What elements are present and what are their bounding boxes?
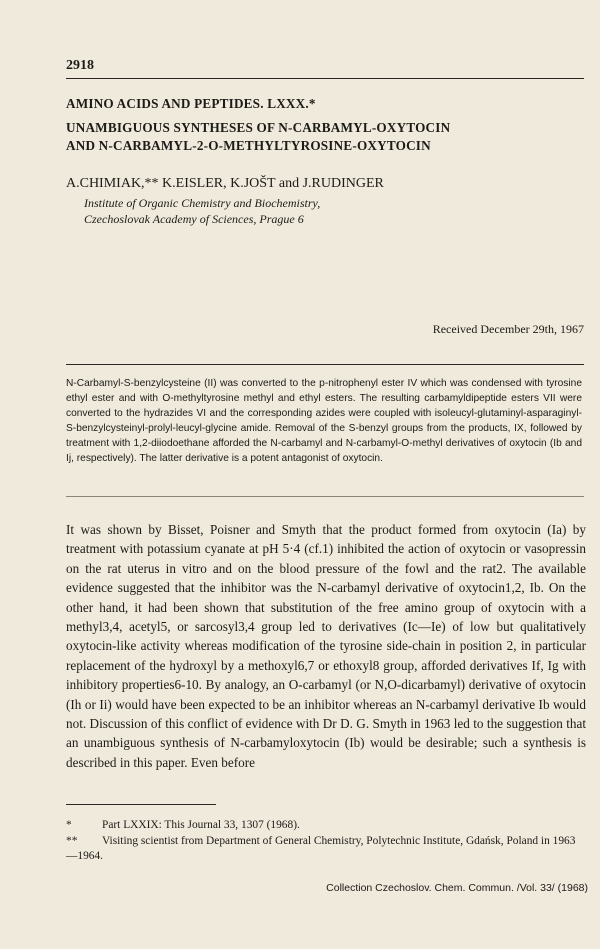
body-paragraph: It was shown by Bisset, Poisner and Smyth that the product formed from oxytocin (Ia) by treatment with potassium cyanate at pH 5·4 (cf.1) inhibited the action of oxytocin or vasopressin on the rat uterus in vitro and on the blood pressure of the fowl and the rat2. The available evidence suggested that the inhibitor was the N-carbamyl derivative of oxytocin1,2, Ib. On the other hand, it had been shown that substitution of the free amino group of oxytocin with a methyl3,4, acetyl5, or sarcosyl3,4 group led to derivatives (Ic—Ie) of low but qualitatively oxytocin-like activity whereas modification of the tyrosine side-chain in position 2, in particular replacement of the hydroxyl by a methoxyl6,7 or ethoxyl8 group, afforded derivatives If, Ig with inhibitory properties6-10. By analogy, an O-carbamyl (or N,O-dicarbamyl) derivative of oxytocin (Ih or Ii) would have been expected to be an inhibitor whereas an N-carbamyl derivative Ib would not. Discussion of this conflict of evidence with Dr D. G. Smyth in 1963 led to the suggestion that an unambiguous synthesis of N-carbamyloxytocin (Ib) would be desirable; such a synthesis is described in this paper. Even before bbox=[66, 522, 586, 770]
page-number: 2918 bbox=[66, 58, 94, 73]
abstract-rule-top bbox=[66, 364, 584, 365]
header-rule bbox=[66, 78, 584, 79]
journal-footer: Collection Czechoslov. Chem. Commun. /Vol. 33/ (1968) bbox=[326, 882, 588, 894]
abstract: N-Carbamyl-S-benzylcysteine (II) was converted to the p-nitrophenyl ester IV which was condensed with tyrosine ethyl ester and with O-methyltyrosine methyl and ethyl esters. The resulting carbamyldipeptide esters VII were converted to the hydrazides VI and the corresponding azides were coupled with isoleucyl-glutaminyl-asparaginyl-S-benzylcysteinyl-prolyl-leucyl-glycine amide. Removal of the S-benzyl groups from the products, IX, followed by treatment with 1,2-diiodoethane afforded the N-carbamyl and N-carbamyl-O-methyl derivatives of oxytocin (Ib and Ij, respectively). The latter derivative is a potent antagonist of oxytocin. bbox=[66, 378, 582, 464]
article-title-line-1: UNAMBIGUOUS SYNTHESES OF N-CARBAMYL-OXYTOCIN bbox=[66, 120, 451, 135]
institution-line-1: Institute of Organic Chemistry and Biochemistry, bbox=[84, 196, 321, 210]
footnote-2-text: Visiting scientist from Department of General Chemistry, Polytechnic Institute, Gdańsk, Poland in 1963—1964. bbox=[66, 835, 576, 862]
series-title: AMINO ACIDS AND PEPTIDES. LXXX.* bbox=[66, 96, 316, 111]
footnote-1 bbox=[66, 818, 584, 833]
article-title-line-2: AND N-CARBAMYL-2-O-METHYLTYROSINE-OXYTOCIN bbox=[66, 138, 431, 153]
footnote-2-mark: ** bbox=[66, 835, 78, 847]
footnote-1-text: Part LXXIX: This Journal 33, 1307 (1968). bbox=[102, 819, 300, 831]
footnote-1-mark: * bbox=[66, 819, 72, 831]
abstract-rule-bottom bbox=[66, 496, 584, 497]
received-date: Received December 29th, 1967 bbox=[432, 322, 584, 336]
author-list: A.CHIMIAK,** K.EISLER, K.JOŠT and J.RUDINGER bbox=[66, 176, 384, 191]
institution-line-2: Czechoslovak Academy of Sciences, Prague 6 bbox=[84, 212, 304, 226]
body-text bbox=[66, 520, 586, 772]
footnote-rule bbox=[66, 804, 216, 805]
footnote-2 bbox=[66, 834, 584, 864]
